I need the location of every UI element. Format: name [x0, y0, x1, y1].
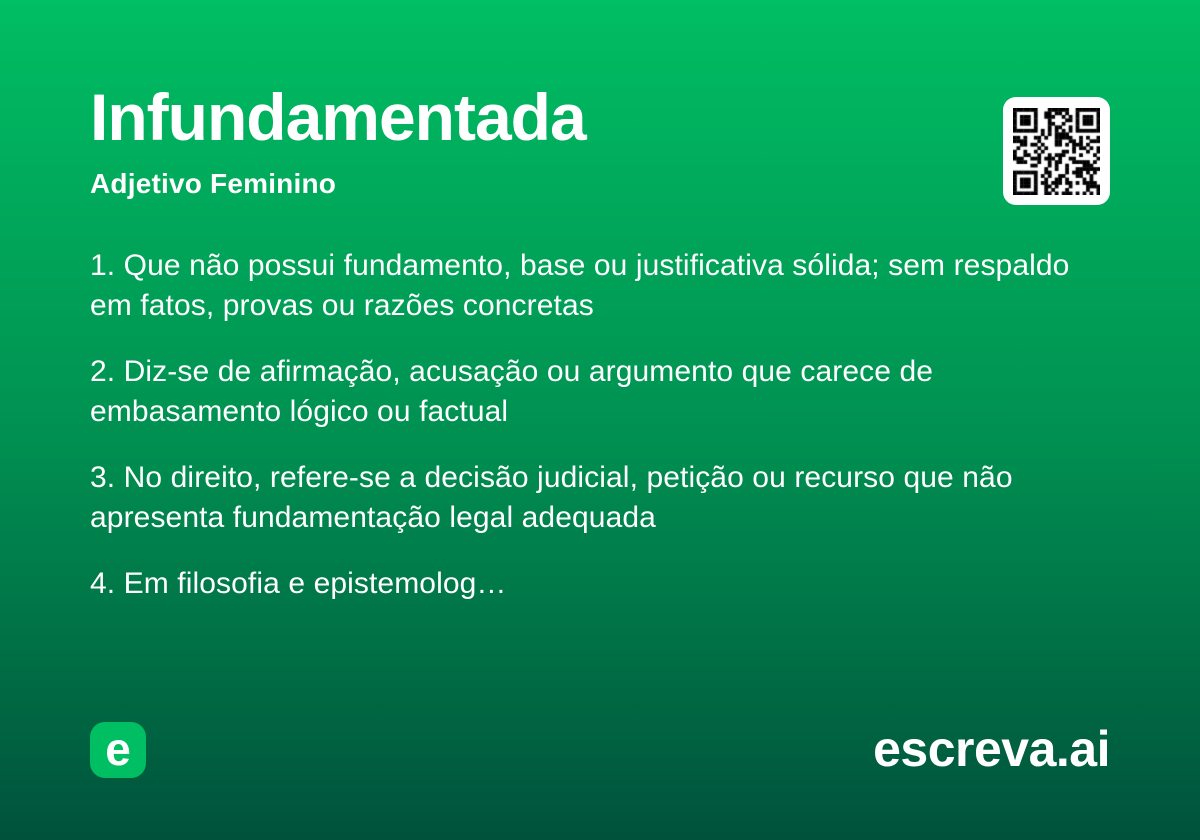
definition-item: 2. Diz-se de afirmação, acusação ou argumento que carece de embasamento lógico ou factual — [90, 355, 934, 428]
qr-code-pattern — [1013, 108, 1100, 195]
definitions-list — [90, 246, 1100, 630]
escreva-logo-badge — [90, 722, 146, 778]
escreva-logo-letter: e — [105, 722, 131, 775]
definition-item: 1. Que não possui fundamento, base ou justificativa sólida; sem respaldo em fatos, provas ou razões concretas — [90, 249, 1070, 322]
word-class-subtitle: Adjetivo Feminino — [90, 168, 337, 199]
qr-code — [1003, 97, 1110, 205]
brand-wordmark: escreva.ai — [873, 721, 1110, 777]
word-title: Infundamentada — [90, 80, 586, 154]
definition-item: 4. Em filosofia e epistemolog… — [90, 567, 507, 600]
definition-item: 3. No direito, refere-se a decisão judicial, petição ou recurso que não apresenta fundamentação legal adequada — [90, 461, 1013, 534]
